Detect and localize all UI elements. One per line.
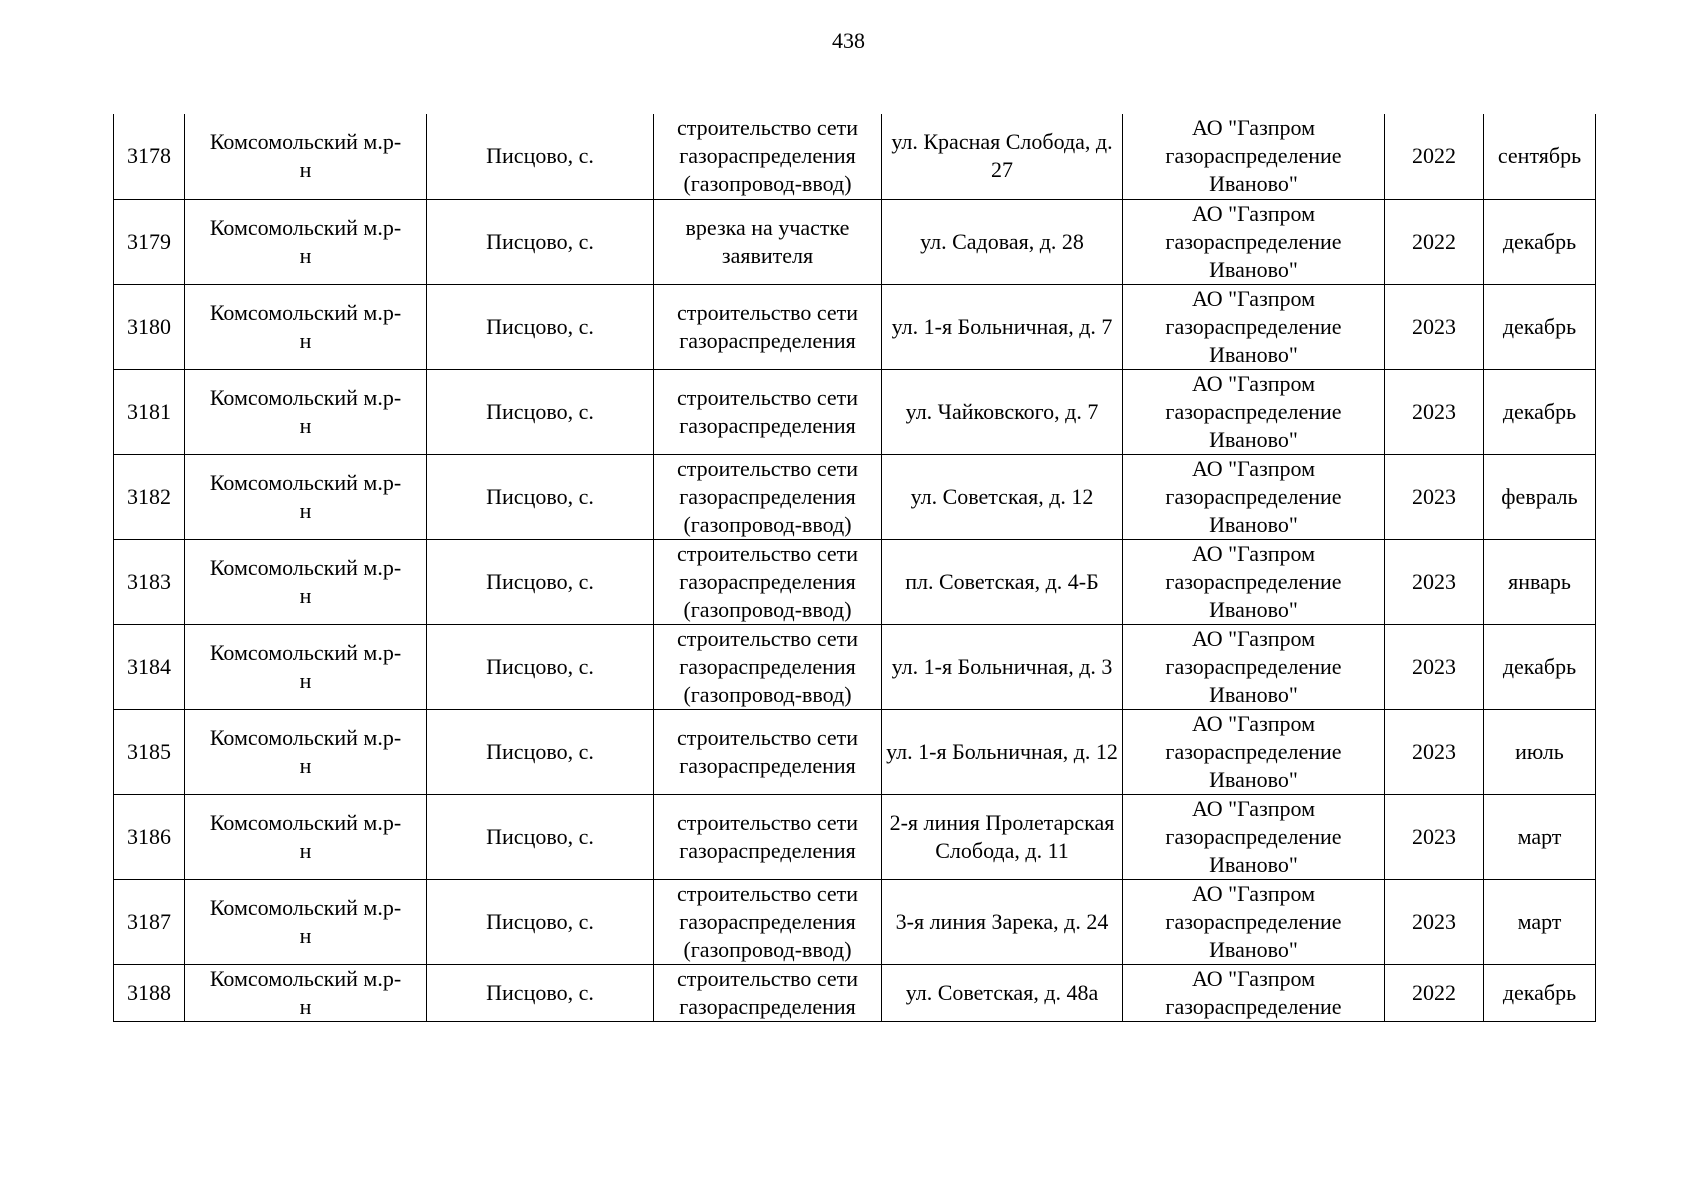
district-line-2: н: [299, 497, 312, 523]
district-line-1: Комсомольский м.р-: [209, 554, 402, 580]
district-line-1: Комсомольский м.р-: [209, 965, 402, 991]
work-type-cell: строительство сети газораспределения (газопровод-ввод): [654, 114, 882, 199]
month-cell: декабрь: [1484, 369, 1596, 454]
year-cell: 2023: [1385, 794, 1484, 879]
year-cell: 2023: [1385, 624, 1484, 709]
year-cell: 2022: [1385, 964, 1484, 1021]
district-line-1: Комсомольский м.р-: [209, 129, 402, 155]
address-cell: ул. Советская, д. 48а: [882, 964, 1123, 1021]
settlement-cell: Писцово, с.: [427, 624, 654, 709]
page-number: 438: [832, 28, 865, 53]
district-cell: [185, 964, 427, 1021]
settlement-cell: Писцово, с.: [427, 284, 654, 369]
table-row: [114, 794, 1596, 879]
address-cell: ул. Красная Слобода, д. 27: [882, 114, 1123, 199]
district-line-2: н: [299, 157, 312, 183]
district-line-2: н: [299, 993, 312, 1019]
year-cell: 2022: [1385, 114, 1484, 199]
organization-cell: АО "Газпром газораспределение Иваново": [1123, 199, 1385, 284]
month-cell: март: [1484, 794, 1596, 879]
district-cell: [185, 199, 427, 284]
month-cell: декабрь: [1484, 964, 1596, 1021]
settlement-cell: Писцово, с.: [427, 709, 654, 794]
address-cell: 3-я линия Зарека, д. 24: [882, 879, 1123, 964]
district-line-1: Комсомольский м.р-: [209, 639, 402, 665]
month-cell: июль: [1484, 709, 1596, 794]
work-type-cell: строительство сети газораспределения (газопровод-ввод): [654, 624, 882, 709]
month-cell: декабрь: [1484, 284, 1596, 369]
organization-cell: АО "Газпром газораспределение Иваново": [1123, 624, 1385, 709]
month-cell: январь: [1484, 539, 1596, 624]
year-cell: 2023: [1385, 284, 1484, 369]
table-row: [114, 539, 1596, 624]
district-line-1: Комсомольский м.р-: [209, 299, 402, 325]
district-line-1: Комсомольский м.р-: [209, 469, 402, 495]
work-type-cell: строительство сети газораспределения: [654, 709, 882, 794]
settlement-cell: Писцово, с.: [427, 879, 654, 964]
row-number-cell: 3178: [114, 114, 185, 199]
organization-cell: АО "Газпром газораспределение: [1123, 964, 1385, 1021]
work-type-cell: строительство сети газораспределения: [654, 284, 882, 369]
district-line-2: н: [299, 837, 312, 863]
organization-cell: АО "Газпром газораспределение Иваново": [1123, 369, 1385, 454]
work-type-cell: строительство сети газораспределения (газопровод-ввод): [654, 539, 882, 624]
row-number-cell: 3184: [114, 624, 185, 709]
settlement-cell: Писцово, с.: [427, 794, 654, 879]
address-cell: ул. Советская, д. 12: [882, 454, 1123, 539]
organization-cell: АО "Газпром газораспределение Иваново": [1123, 539, 1385, 624]
settlement-cell: Писцово, с.: [427, 964, 654, 1021]
year-cell: 2023: [1385, 369, 1484, 454]
district-cell: [185, 709, 427, 794]
table-row: [114, 114, 1596, 199]
address-cell: ул. Садовая, д. 28: [882, 199, 1123, 284]
district-line-1: Комсомольский м.р-: [209, 894, 402, 920]
district-line-2: н: [299, 922, 312, 948]
organization-cell: АО "Газпром газораспределение Иваново": [1123, 454, 1385, 539]
district-line-1: Комсомольский м.р-: [209, 724, 402, 750]
district-cell: [185, 284, 427, 369]
row-number-cell: 3181: [114, 369, 185, 454]
row-number-cell: 3182: [114, 454, 185, 539]
district-line-2: н: [299, 582, 312, 608]
district-cell: [185, 114, 427, 199]
row-number-cell: 3183: [114, 539, 185, 624]
month-cell: сентябрь: [1484, 114, 1596, 199]
table-row: [114, 199, 1596, 284]
district-line-2: н: [299, 752, 312, 778]
settlement-cell: Писцово, с.: [427, 199, 654, 284]
work-type-cell: строительство сети газораспределения (газопровод-ввод): [654, 879, 882, 964]
work-type-cell: строительство сети газораспределения: [654, 369, 882, 454]
district-line-2: н: [299, 667, 312, 693]
district-line-1: Комсомольский м.р-: [209, 809, 402, 835]
settlement-cell: Писцово, с.: [427, 454, 654, 539]
work-type-cell: строительство сети газораспределения (газопровод-ввод): [654, 454, 882, 539]
address-cell: ул. 1-я Больничная, д. 7: [882, 284, 1123, 369]
district-cell: [185, 879, 427, 964]
address-cell: 2-я линия Пролетарская Слобода, д. 11: [882, 794, 1123, 879]
district-line-1: Комсомольский м.р-: [209, 384, 402, 410]
district-line-2: н: [299, 327, 312, 353]
organization-cell: АО "Газпром газораспределение Иваново": [1123, 794, 1385, 879]
year-cell: 2022: [1385, 199, 1484, 284]
address-cell: ул. Чайковского, д. 7: [882, 369, 1123, 454]
organization-cell: АО "Газпром газораспределение Иваново": [1123, 114, 1385, 199]
settlement-cell: Писцово, с.: [427, 369, 654, 454]
year-cell: 2023: [1385, 709, 1484, 794]
month-cell: декабрь: [1484, 624, 1596, 709]
row-number-cell: 3180: [114, 284, 185, 369]
table-row: [114, 454, 1596, 539]
row-number-cell: 3187: [114, 879, 185, 964]
district-cell: [185, 624, 427, 709]
address-cell: ул. 1-я Больничная, д. 3: [882, 624, 1123, 709]
year-cell: 2023: [1385, 879, 1484, 964]
year-cell: 2023: [1385, 454, 1484, 539]
month-cell: март: [1484, 879, 1596, 964]
address-cell: пл. Советская, д. 4-Б: [882, 539, 1123, 624]
row-number-cell: 3185: [114, 709, 185, 794]
district-cell: [185, 794, 427, 879]
work-type-cell: строительство сети газораспределения: [654, 964, 882, 1021]
month-cell: декабрь: [1484, 199, 1596, 284]
row-number-cell: 3188: [114, 964, 185, 1021]
district-line-2: н: [299, 242, 312, 268]
district-cell: [185, 369, 427, 454]
organization-cell: АО "Газпром газораспределение Иваново": [1123, 284, 1385, 369]
work-type-cell: строительство сети газораспределения: [654, 794, 882, 879]
district-line-2: н: [299, 412, 312, 438]
table-row: [114, 284, 1596, 369]
district-cell: [185, 454, 427, 539]
work-type-cell: врезка на участке заявителя: [654, 199, 882, 284]
year-cell: 2023: [1385, 539, 1484, 624]
organization-cell: АО "Газпром газораспределение Иваново": [1123, 879, 1385, 964]
row-number-cell: 3186: [114, 794, 185, 879]
table-row: [114, 964, 1596, 1021]
gasification-schedule-table: [113, 114, 1596, 1022]
settlement-cell: Писцово, с.: [427, 539, 654, 624]
district-cell: [185, 539, 427, 624]
address-cell: ул. 1-я Больничная, д. 12: [882, 709, 1123, 794]
table-row: [114, 709, 1596, 794]
table-row: [114, 624, 1596, 709]
row-number-cell: 3179: [114, 199, 185, 284]
table-row: [114, 879, 1596, 964]
month-cell: февраль: [1484, 454, 1596, 539]
organization-cell: АО "Газпром газораспределение Иваново": [1123, 709, 1385, 794]
settlement-cell: Писцово, с.: [427, 114, 654, 199]
district-line-1: Комсомольский м.р-: [209, 214, 402, 240]
table-row: [114, 369, 1596, 454]
